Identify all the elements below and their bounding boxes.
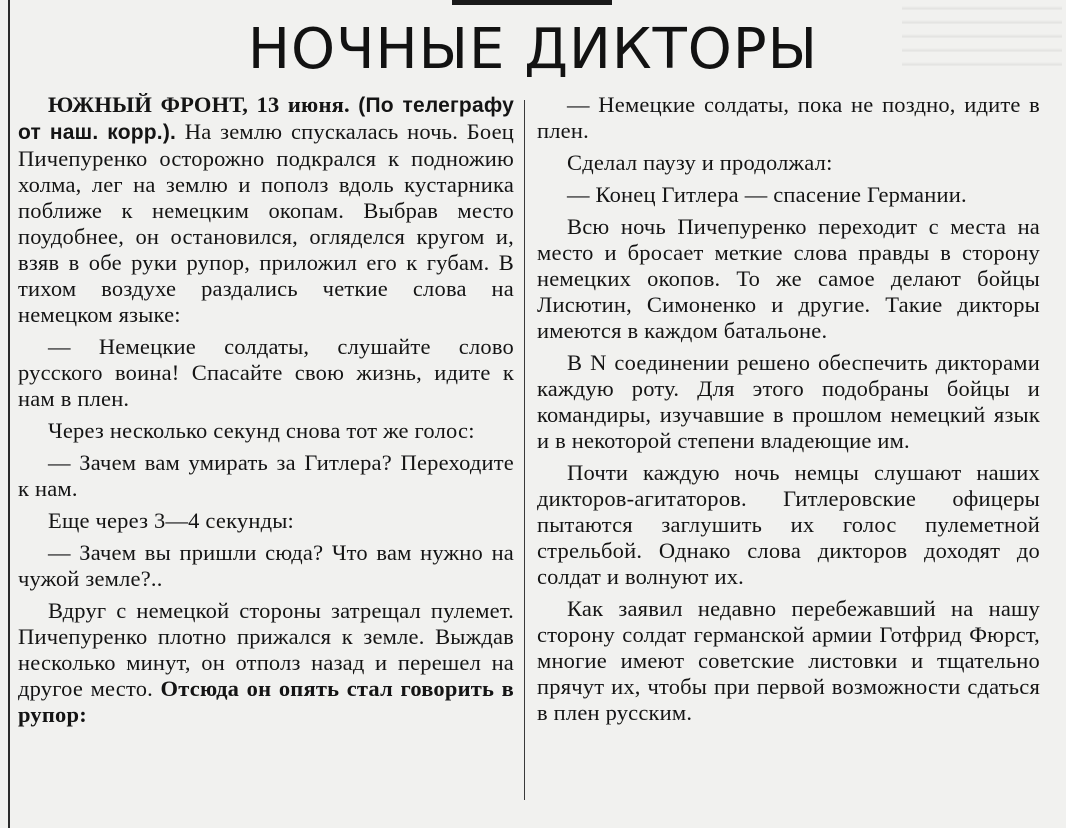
- left-column: [18, 92, 514, 734]
- right-paragraph-5: В N соединении решено обеспечить дикторами каждую роту. Для этого подобраны бойцы и командиры, изучавшие в прошлом немецкий язык и в некоторой степени владеющие им.: [537, 350, 1040, 453]
- left-paragraph-6: — Зачем вы пришли сюда? Что вам нужно на чужой земле?..: [18, 540, 514, 591]
- left-paragraph-7-text: Вдруг с немецкой стороны затрещал пулемет. Пичепуренко плотно прижался к земле. Выждав несколько минут, он отполз назад и перешел на другое место.: [18, 598, 514, 701]
- left-paragraph-2: — Немецкие солдаты, слушайте слово русского воина! Спасайте свою жизнь, идите к нам в плен.: [18, 334, 514, 411]
- right-paragraph-3: — Конец Гитлера — спасение Германии.: [567, 182, 967, 207]
- correspondent-credit: (По телеграфу от наш. корр.).: [18, 94, 515, 144]
- right-paragraph-2: Сделал паузу и продолжал:: [567, 150, 833, 175]
- right-paragraph-7: Как заявил недавно перебежавший на нашу сторону солдат германской армии Готфрид Фюрст, многие имеют советские листовки и тщательно прячут их, чтобы при первой возможности сдаться в плен русским.: [537, 596, 1040, 725]
- left-paragraph-1-text: На землю спускалась ночь. Боец Пичепуренко осторожно подкрался к подножию холма, лег на землю и пополз вдоль кустарника поближе к немецким окопам. Выбрав место поудобнее, он остановился, огляделся кругом и, взяв в обе руки рупор, приложил его к губам. В тихом воздухе раздались четкие слова на немецком языке:: [18, 119, 515, 327]
- left-paragraph-3: Через несколько секунд снова тот же голос:: [48, 418, 475, 443]
- column-divider: [524, 100, 525, 800]
- top-rule: [452, 0, 612, 5]
- left-paragraph-4: — Зачем вам умирать за Гитлера? Переходите к нам.: [18, 450, 514, 501]
- right-paragraph-4: Всю ночь Пичепуренко переходит с места на место и бросает меткие слова правды в сторону немецких окопов. То же самое делают бойцы Лисютин, Симоненко и другие. Такие дикторы имеются в каждом батальоне.: [537, 214, 1040, 343]
- right-paragraph-6: Почти каждую ночь немцы слушают наших дикторов-агитаторов. Гитлеровские офицеры пытаются заглушить их голос пулеметной стрельбой. Однако слова дикторов доходят до солдат и волнуют их.: [537, 460, 1040, 589]
- left-paragraph-1: [18, 92, 514, 328]
- left-border-rule: [8, 0, 10, 828]
- left-paragraph-7: [18, 598, 514, 728]
- left-paragraph-7-ending: Отсюда он опять стал говорить в рупор:: [18, 676, 514, 727]
- article-headline: НОЧНЫЕ ДИКТОРЫ: [247, 17, 819, 82]
- right-paragraph-1: — Немецкие солдаты, пока не поздно, идите в плен.: [537, 92, 1040, 143]
- dateline: ЮЖНЫЙ ФРОНТ, 13 июня.: [48, 92, 350, 117]
- left-paragraph-5: Еще через 3—4 секунды:: [48, 508, 295, 533]
- right-column: [537, 92, 1040, 732]
